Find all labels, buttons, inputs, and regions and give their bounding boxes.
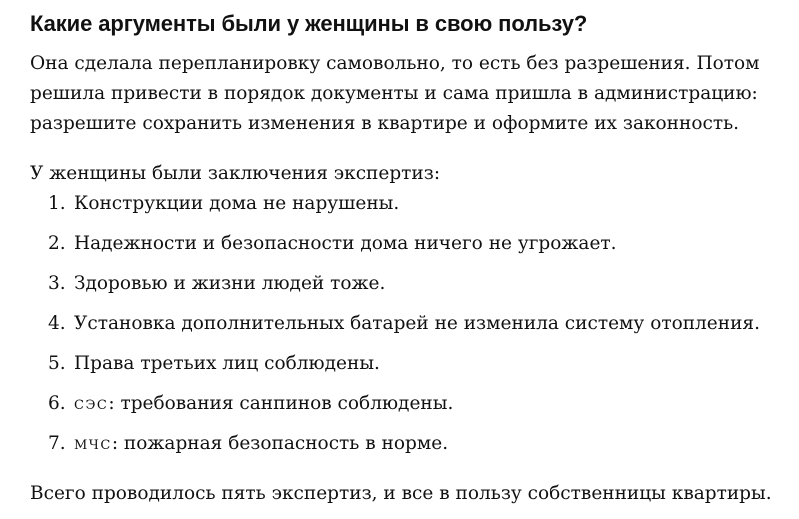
list-item-text: Надежности и безопасности дома ничего не угрожает. — [74, 233, 617, 254]
list-item-number: 6. — [48, 393, 66, 414]
list-item-number: 5. — [48, 353, 66, 374]
list-item-number: 3. — [48, 273, 66, 294]
list-item-text: Конструкции дома не нарушены. — [74, 193, 400, 214]
intro-line: решила привести в порядок документы и сама пришла в администрацию: — [30, 83, 758, 104]
list-item-text: Установка дополнительных батарей не изменила систему отопления. — [74, 313, 760, 334]
list-item-text: Здоровью и жизни людей тоже. — [74, 273, 386, 294]
list-item-text — [74, 429, 448, 459]
abbreviation-mchs: мчс — [74, 433, 112, 454]
list-item-number: 4. — [48, 313, 66, 334]
intro-line: разрешите сохранить изменения в квартире и оформите их законность. — [30, 113, 740, 134]
list-intro: У женщины были заключения экспертиз: — [30, 163, 441, 184]
list-item-text — [74, 389, 453, 419]
list-item-number: 1. — [48, 193, 66, 214]
intro-line: Она сделала перепланировку самовольно, то есть без разрешения. Потом — [30, 53, 760, 74]
conclusion-paragraph: Всего проводилось пять экспертиз, и все в пользу собственницы квартиры. — [30, 483, 772, 504]
list-item-text-rest: : пожарная безопасность в норме. — [111, 433, 449, 454]
list-item-number: 2. — [48, 233, 66, 254]
list-item-text: Права третьих лиц соблюдены. — [74, 353, 380, 374]
abbreviation-ses: сэс — [74, 393, 109, 414]
section-heading: Какие аргументы были у женщины в свою пользу? — [30, 11, 588, 36]
list-item-text-rest: : требования санпинов соблюдены. — [108, 393, 454, 414]
intro-paragraph — [30, 49, 759, 139]
list-item-number: 7. — [48, 433, 66, 454]
